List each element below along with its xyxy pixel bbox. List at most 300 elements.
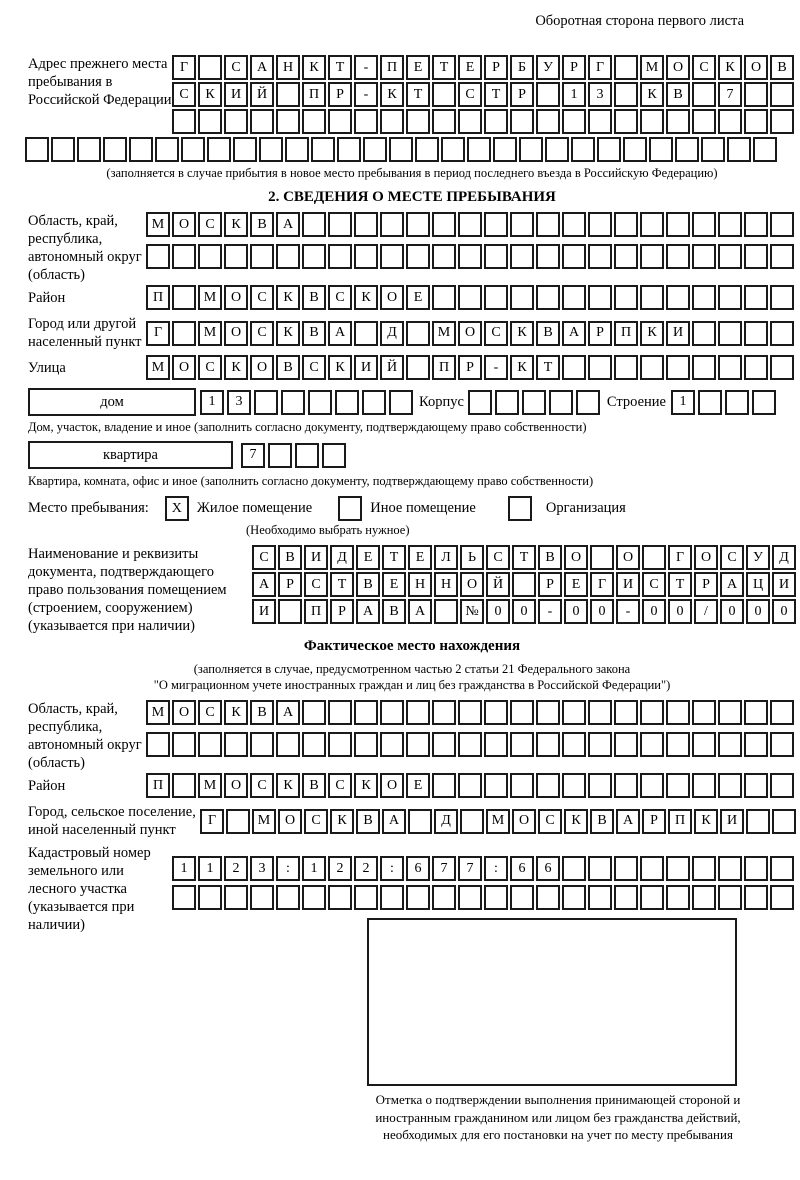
char-box <box>727 137 751 162</box>
section2-title: 2. СВЕДЕНИЯ О МЕСТЕ ПРЕБЫВАНИЯ <box>268 189 556 205</box>
char-box <box>588 244 612 269</box>
char-box <box>146 732 170 757</box>
char-box: С <box>642 572 666 597</box>
char-box: И <box>304 545 328 570</box>
char-box <box>484 885 508 910</box>
char-box: Р <box>538 572 562 597</box>
char-box: К <box>694 809 718 834</box>
char-box: / <box>694 599 718 624</box>
char-box <box>744 109 768 134</box>
char-box: М <box>432 321 456 346</box>
char-box: В <box>356 809 380 834</box>
house-type-box: дом <box>28 388 196 416</box>
option-zhiloe-label: Жилое помещение <box>196 500 313 516</box>
char-box <box>536 109 560 134</box>
char-box: В <box>538 545 562 570</box>
char-box: Г <box>172 55 196 80</box>
char-box <box>692 109 716 134</box>
char-box <box>458 732 482 757</box>
char-box <box>259 137 283 162</box>
char-box <box>770 700 794 725</box>
document-row-2 <box>252 572 796 597</box>
district-label: Район <box>28 289 66 306</box>
char-box: : <box>484 856 508 881</box>
char-box <box>752 390 776 415</box>
char-box <box>224 109 248 134</box>
region-rows <box>146 212 794 269</box>
char-box: - <box>354 55 378 80</box>
char-box <box>666 285 690 310</box>
char-box <box>770 285 794 310</box>
char-box <box>614 355 638 380</box>
char-box: О <box>278 809 302 834</box>
char-box: 1 <box>562 82 586 107</box>
char-box: Й <box>250 82 274 107</box>
char-box: Е <box>382 572 406 597</box>
char-box <box>614 773 638 798</box>
char-box <box>484 773 508 798</box>
char-box <box>354 732 378 757</box>
char-box <box>718 244 742 269</box>
char-box <box>441 137 465 162</box>
document-label: Наименование и реквизиты документа, подтверждающего право пользования помещением (строением, сооружением) (указывается при наличии) <box>28 546 227 634</box>
char-box: У <box>536 55 560 80</box>
char-box: 2 <box>328 856 352 881</box>
char-box <box>354 109 378 134</box>
char-box <box>510 244 534 269</box>
char-box <box>698 390 722 415</box>
char-box <box>744 732 768 757</box>
char-box: П <box>614 321 638 346</box>
char-box <box>597 137 621 162</box>
char-box: 3 <box>227 390 251 415</box>
char-box <box>718 355 742 380</box>
actual-district-block <box>28 773 796 798</box>
char-box <box>640 856 664 881</box>
char-box: 0 <box>512 599 536 624</box>
char-box <box>640 285 664 310</box>
char-box <box>746 809 770 834</box>
street-block <box>28 355 796 380</box>
actual-location-title: Фактическое место нахождения <box>303 638 521 654</box>
char-box <box>458 885 482 910</box>
char-box: П <box>302 82 326 107</box>
char-box <box>770 212 794 237</box>
option-organizatsiya-label: Организация <box>545 500 626 516</box>
char-box: - <box>354 82 378 107</box>
char-box: О <box>694 545 718 570</box>
char-box <box>278 599 302 624</box>
char-box <box>666 885 690 910</box>
char-box: Т <box>330 572 354 597</box>
char-box: И <box>720 809 744 834</box>
char-box: К <box>510 321 534 346</box>
char-box: Е <box>564 572 588 597</box>
char-box <box>718 885 742 910</box>
actual-location-caption-1: (заполняется в случае, предусмотренном частью 2 статьи 21 Федерального закона <box>193 662 631 676</box>
char-box <box>614 212 638 237</box>
char-box <box>510 732 534 757</box>
char-box <box>25 137 49 162</box>
char-box: О <box>458 321 482 346</box>
char-box: С <box>720 545 744 570</box>
document-row-3 <box>252 599 796 624</box>
char-box: О <box>744 55 768 80</box>
char-box <box>484 212 508 237</box>
stamp-box <box>367 918 737 1086</box>
char-box <box>744 285 768 310</box>
char-box <box>753 137 777 162</box>
char-box: 1 <box>302 856 326 881</box>
char-box: - <box>484 355 508 380</box>
char-box: Р <box>642 809 666 834</box>
char-box: С <box>328 773 352 798</box>
char-box <box>666 856 690 881</box>
char-box <box>432 885 456 910</box>
char-box <box>233 137 257 162</box>
char-box <box>406 212 430 237</box>
char-box <box>103 137 127 162</box>
char-box <box>495 390 519 415</box>
city-block <box>28 315 796 351</box>
char-box: 3 <box>250 856 274 881</box>
option-inoe-label: Иное помещение <box>370 500 476 516</box>
char-box <box>562 885 586 910</box>
char-box: 7 <box>718 82 742 107</box>
char-box <box>285 137 309 162</box>
char-box: К <box>224 355 248 380</box>
checkbox-organizatsiya <box>508 496 532 521</box>
char-box <box>536 885 560 910</box>
char-box <box>172 773 196 798</box>
char-box: 0 <box>486 599 510 624</box>
char-box: В <box>302 285 326 310</box>
char-box <box>389 390 413 415</box>
char-box: 6 <box>536 856 560 881</box>
actual-city-block <box>28 803 796 839</box>
char-box <box>510 285 534 310</box>
char-box <box>571 137 595 162</box>
char-box <box>51 137 75 162</box>
char-box: Е <box>406 773 430 798</box>
prev-address-label: Адрес прежнего места пребывания в Российской Федерации <box>28 56 172 108</box>
char-box <box>744 321 768 346</box>
char-box <box>588 355 612 380</box>
char-box: О <box>666 55 690 80</box>
char-box: В <box>250 212 274 237</box>
char-box <box>692 856 716 881</box>
char-box <box>281 390 305 415</box>
char-box: С <box>692 55 716 80</box>
char-box <box>172 285 196 310</box>
char-box <box>666 212 690 237</box>
char-box <box>588 773 612 798</box>
char-box <box>588 285 612 310</box>
char-box <box>623 137 647 162</box>
char-box: С <box>328 285 352 310</box>
char-box: К <box>354 773 378 798</box>
char-box <box>649 137 673 162</box>
char-box <box>328 732 352 757</box>
char-box <box>268 443 292 468</box>
char-box: М <box>146 700 170 725</box>
char-box <box>562 109 586 134</box>
char-box: О <box>616 545 640 570</box>
char-box: Т <box>512 545 536 570</box>
char-box: К <box>640 321 664 346</box>
char-box <box>510 773 534 798</box>
char-box <box>406 885 430 910</box>
char-box: Р <box>328 82 352 107</box>
char-box <box>588 856 612 881</box>
char-box <box>172 244 196 269</box>
char-box: № <box>460 599 484 624</box>
char-box <box>536 773 560 798</box>
char-box: 0 <box>642 599 666 624</box>
char-box: К <box>640 82 664 107</box>
char-box: Т <box>668 572 692 597</box>
char-box <box>692 244 716 269</box>
char-box: : <box>276 856 300 881</box>
char-box: К <box>380 82 404 107</box>
checkbox-inoe-pomeschenie <box>338 496 362 521</box>
region-row-2 <box>146 244 794 269</box>
char-box <box>254 390 278 415</box>
char-box <box>692 285 716 310</box>
char-box <box>562 244 586 269</box>
char-box <box>614 244 638 269</box>
char-box: Н <box>276 55 300 80</box>
char-box <box>562 285 586 310</box>
char-box: К <box>354 285 378 310</box>
char-box: В <box>356 572 380 597</box>
char-box: М <box>146 212 170 237</box>
char-box <box>718 856 742 881</box>
char-box <box>692 321 716 346</box>
char-box <box>224 885 248 910</box>
char-box <box>519 137 543 162</box>
char-box: Д <box>772 545 796 570</box>
char-box: Е <box>406 55 430 80</box>
stroenie-label: Строение <box>606 393 666 410</box>
char-box <box>614 82 638 107</box>
char-box: С <box>302 355 326 380</box>
char-box <box>363 137 387 162</box>
apartment-number-row <box>241 443 346 468</box>
char-box: С <box>538 809 562 834</box>
char-box <box>458 244 482 269</box>
char-box <box>562 732 586 757</box>
char-box: О <box>250 355 274 380</box>
char-box <box>467 137 491 162</box>
char-box <box>302 109 326 134</box>
char-box: Б <box>510 55 534 80</box>
char-box: 1 <box>671 390 695 415</box>
apartment-type-box: квартира <box>28 441 233 469</box>
char-box: Т <box>406 82 430 107</box>
char-box <box>432 773 456 798</box>
char-box: П <box>146 285 170 310</box>
char-box: Г <box>146 321 170 346</box>
apartment-row <box>28 441 796 469</box>
char-box: 2 <box>354 856 378 881</box>
char-box <box>389 137 413 162</box>
char-box: Р <box>588 321 612 346</box>
region-block <box>28 212 796 284</box>
char-box <box>172 109 196 134</box>
char-box <box>250 244 274 269</box>
char-box: В <box>770 55 794 80</box>
char-box: О <box>172 212 196 237</box>
char-box: Т <box>328 55 352 80</box>
char-box <box>484 700 508 725</box>
char-box: 0 <box>590 599 614 624</box>
char-box: Л <box>434 545 458 570</box>
stay-type-label: Место пребывания: <box>28 500 149 516</box>
char-box <box>692 700 716 725</box>
char-box <box>198 55 222 80</box>
char-box: Й <box>486 572 510 597</box>
char-box: У <box>746 545 770 570</box>
document-rows <box>252 545 796 624</box>
char-box: А <box>408 599 432 624</box>
char-box <box>328 244 352 269</box>
house-number-row <box>200 390 413 415</box>
char-box: А <box>720 572 744 597</box>
char-box <box>250 109 274 134</box>
char-box: 0 <box>668 599 692 624</box>
char-box: В <box>382 599 406 624</box>
cadastral-rows <box>172 856 794 910</box>
char-box: Т <box>382 545 406 570</box>
char-box <box>172 885 196 910</box>
char-box: 1 <box>198 856 222 881</box>
char-box: П <box>432 355 456 380</box>
char-box <box>155 137 179 162</box>
char-box <box>536 732 560 757</box>
char-box <box>718 732 742 757</box>
char-box <box>335 390 359 415</box>
char-box <box>614 732 638 757</box>
char-box: С <box>304 809 328 834</box>
char-box: Т <box>484 82 508 107</box>
char-box <box>207 137 231 162</box>
char-box <box>432 82 456 107</box>
char-box: Н <box>434 572 458 597</box>
char-box <box>675 137 699 162</box>
char-box <box>744 212 768 237</box>
char-box <box>224 244 248 269</box>
char-box <box>146 244 170 269</box>
char-box: С <box>250 321 274 346</box>
char-box: И <box>616 572 640 597</box>
char-box <box>718 285 742 310</box>
char-box <box>536 700 560 725</box>
char-box <box>614 55 638 80</box>
char-box: Р <box>278 572 302 597</box>
char-box <box>614 109 638 134</box>
char-box: С <box>250 773 274 798</box>
char-box: Н <box>408 572 432 597</box>
actual-city-row <box>200 809 796 834</box>
char-box <box>770 109 794 134</box>
char-box <box>536 244 560 269</box>
char-box <box>666 700 690 725</box>
char-box <box>328 885 352 910</box>
char-box: К <box>718 55 742 80</box>
char-box <box>432 732 456 757</box>
char-box <box>744 773 768 798</box>
char-box <box>744 856 768 881</box>
char-box <box>536 212 560 237</box>
char-box <box>614 856 638 881</box>
char-box <box>362 390 386 415</box>
char-box: А <box>252 572 276 597</box>
char-box: П <box>380 55 404 80</box>
actual-district-label: Район <box>28 777 66 794</box>
char-box: М <box>146 355 170 380</box>
char-box: К <box>276 285 300 310</box>
char-box <box>640 355 664 380</box>
char-box <box>642 545 666 570</box>
char-box: Е <box>408 545 432 570</box>
char-box <box>172 321 196 346</box>
char-box <box>181 137 205 162</box>
char-box: Г <box>588 55 612 80</box>
char-box: О <box>172 355 196 380</box>
char-box: А <box>382 809 406 834</box>
char-box: Г <box>200 809 224 834</box>
actual-district-row <box>146 773 794 798</box>
char-box <box>640 885 664 910</box>
char-box: Т <box>432 55 456 80</box>
char-box: О <box>564 545 588 570</box>
char-box: 0 <box>772 599 796 624</box>
char-box: Ц <box>746 572 770 597</box>
char-box <box>302 885 326 910</box>
char-box <box>640 244 664 269</box>
street-label: Улица <box>28 359 66 376</box>
char-box <box>549 390 573 415</box>
char-box <box>770 321 794 346</box>
city-label: Город или другой населенный пункт <box>28 316 142 350</box>
char-box <box>510 212 534 237</box>
char-box <box>640 773 664 798</box>
char-box <box>588 109 612 134</box>
char-box: Р <box>458 355 482 380</box>
char-box <box>718 773 742 798</box>
char-box: С <box>458 82 482 107</box>
char-box <box>484 109 508 134</box>
char-box <box>588 212 612 237</box>
char-box <box>302 244 326 269</box>
prev-address-row-2 <box>172 82 794 107</box>
char-box: : <box>380 856 404 881</box>
char-box <box>458 109 482 134</box>
char-box <box>725 390 749 415</box>
char-box <box>458 285 482 310</box>
char-box: Р <box>694 572 718 597</box>
char-box <box>406 355 430 380</box>
stay-type-row <box>28 496 796 521</box>
document-block <box>28 545 796 634</box>
char-box <box>484 285 508 310</box>
char-box: А <box>562 321 586 346</box>
char-box <box>744 82 768 107</box>
char-box <box>129 137 153 162</box>
char-box <box>276 82 300 107</box>
char-box <box>744 244 768 269</box>
